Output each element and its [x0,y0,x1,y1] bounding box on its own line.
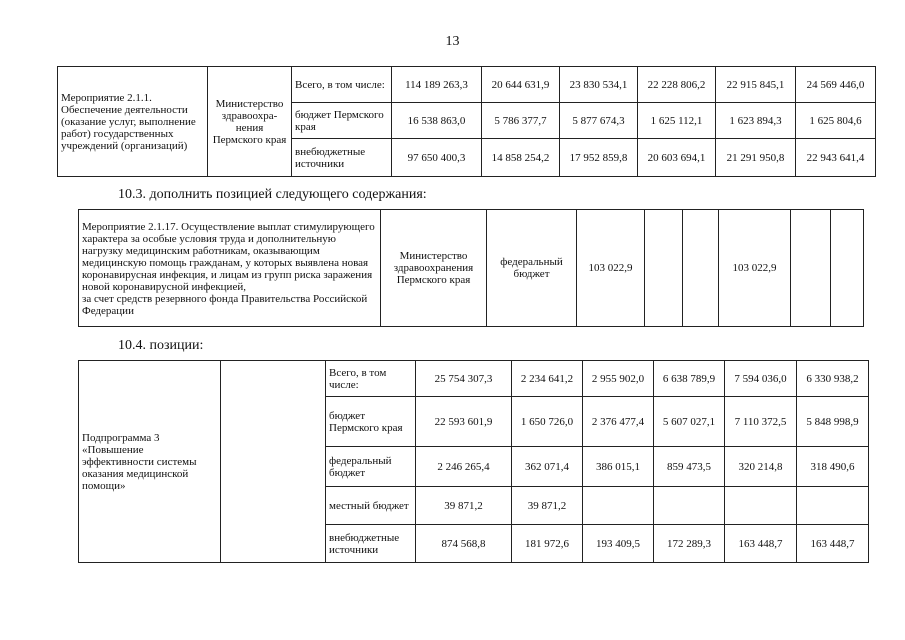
value-cell [654,487,725,525]
value-cell: 172 289,3 [654,525,725,563]
value-cell: 362 071,4 [512,447,583,487]
value-cell [797,487,869,525]
value-cell: 7 594 036,0 [725,361,797,397]
value-cell: 163 448,7 [797,525,869,563]
value-cell: 20 603 694,1 [638,139,716,177]
value-cell: 5 848 998,9 [797,397,869,447]
table-row [58,67,876,103]
value-cell: 859 473,5 [654,447,725,487]
table-measure-2-1-17 [78,209,864,327]
table-row [79,210,864,327]
source-cell: бюджет Пермского края [292,103,392,139]
source-cell: внебюджетные источники [292,139,392,177]
value-cell: 2 246 265,4 [416,447,512,487]
value-cell [583,487,654,525]
table-measure-2-1-1 [57,66,876,177]
section-heading-10-3: 10.3. дополнить позицией следующего содержания: [118,187,427,202]
value-cell: 103 022,9 [719,210,791,327]
executor-cell: Министерство здравоохра- нения Пермского края [208,67,292,177]
program-cell: Подпрограмма 3 «Повышение эффективности системы оказания медицинской помощи» [79,361,221,563]
executor-cell [221,361,326,563]
value-cell: 1 625 804,6 [796,103,876,139]
executor-cell: Министерство здравоохранения Пермского края [381,210,487,327]
value-cell: 24 569 446,0 [796,67,876,103]
value-cell: 5 877 674,3 [560,103,638,139]
value-cell: 1 625 112,1 [638,103,716,139]
value-cell: 2 955 902,0 [583,361,654,397]
value-cell [725,487,797,525]
value-cell: 16 538 863,0 [392,103,482,139]
value-cell: 1 623 894,3 [716,103,796,139]
measure-cell: Мероприятие 2.1.1. Обеспечение деятельности (оказание услуг, выполнение работ) государственных учреждений (организаций) [58,67,208,177]
value-cell: 5 786 377,7 [482,103,560,139]
value-cell: 5 607 027,1 [654,397,725,447]
value-cell: 20 644 631,9 [482,67,560,103]
value-cell: 6 330 938,2 [797,361,869,397]
table-row [79,361,869,397]
source-cell: Всего, в том числе: [326,361,416,397]
measure-cell: Мероприятие 2.1.17. Осуществление выплат стимулирующего характера за особые условия труда и дополнительную нагрузку медицинским работникам, оказывающим медицинскую помощь гражданам, у которых выявлена новая коронавирусная инфекция, и лицам из групп риска заражения новой коронавирусной инфекцией, за счет средств резервного фонда Правительства Российской Федерации [79,210,381,327]
source-cell: внебюджетные источники [326,525,416,563]
value-cell [645,210,683,327]
value-cell: 22 228 806,2 [638,67,716,103]
value-cell: 23 830 534,1 [560,67,638,103]
value-cell: 318 490,6 [797,447,869,487]
value-cell [683,210,719,327]
value-cell: 874 568,8 [416,525,512,563]
value-cell: 21 291 950,8 [716,139,796,177]
value-cell: 386 015,1 [583,447,654,487]
value-cell: 2 376 477,4 [583,397,654,447]
value-cell: 22 943 641,4 [796,139,876,177]
source-cell: федеральный бюджет [326,447,416,487]
value-cell: 14 858 254,2 [482,139,560,177]
source-cell: бюджет Пермского края [326,397,416,447]
value-cell: 193 409,5 [583,525,654,563]
value-cell: 39 871,2 [512,487,583,525]
source-cell: Всего, в том числе: [292,67,392,103]
table-subprogram-3 [78,360,869,563]
source-cell: федеральный бюджет [487,210,577,327]
value-cell: 7 110 372,5 [725,397,797,447]
value-cell: 1 650 726,0 [512,397,583,447]
value-cell [831,210,864,327]
value-cell: 22 915 845,1 [716,67,796,103]
value-cell: 97 650 400,3 [392,139,482,177]
page-number: 13 [445,34,460,49]
value-cell: 163 448,7 [725,525,797,563]
value-cell: 181 972,6 [512,525,583,563]
value-cell: 6 638 789,9 [654,361,725,397]
value-cell [791,210,831,327]
value-cell: 320 214,8 [725,447,797,487]
value-cell: 2 234 641,2 [512,361,583,397]
value-cell: 25 754 307,3 [416,361,512,397]
value-cell: 114 189 263,3 [392,67,482,103]
value-cell: 39 871,2 [416,487,512,525]
value-cell: 103 022,9 [577,210,645,327]
section-heading-10-4: 10.4. позиции: [118,338,204,353]
value-cell: 17 952 859,8 [560,139,638,177]
value-cell: 22 593 601,9 [416,397,512,447]
source-cell: местный бюджет [326,487,416,525]
